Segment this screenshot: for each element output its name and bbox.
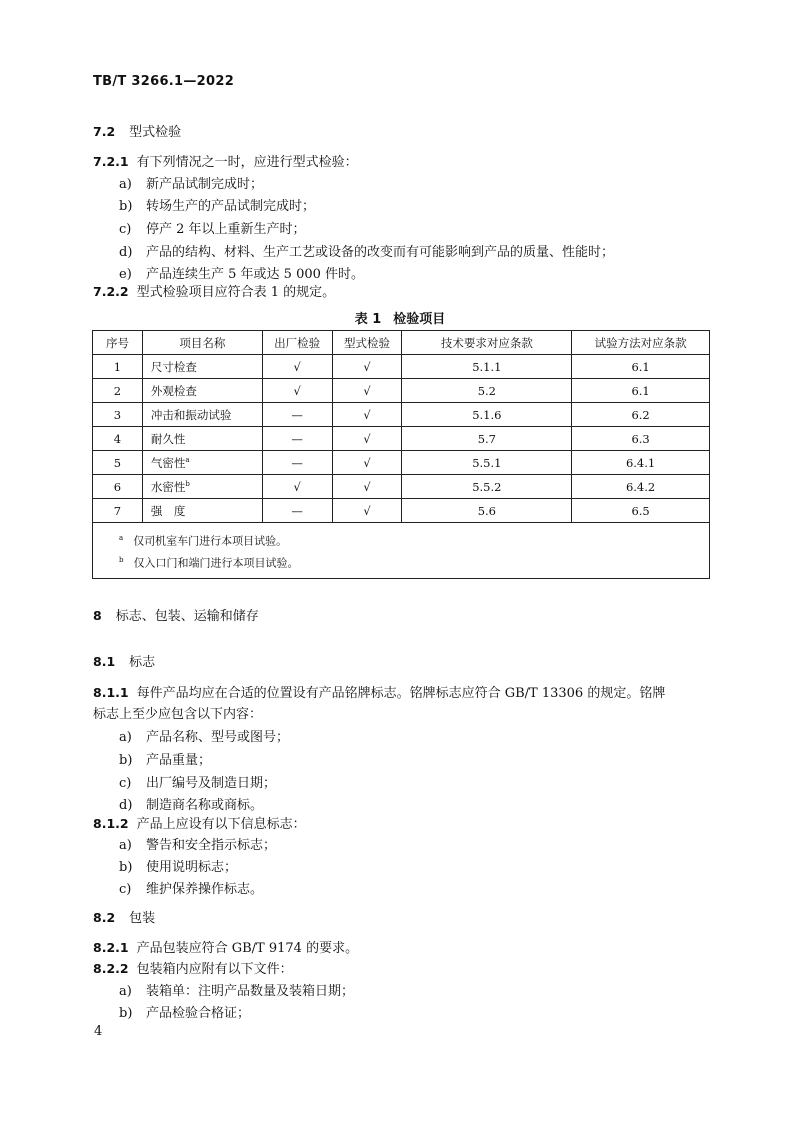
item-name-text: 强 度 [150, 503, 186, 518]
cell-method-clause: 6.4.2 [572, 475, 710, 499]
clause-text: 产品包装应符合 GB/T 9174 的要求。 [136, 941, 359, 956]
cell-method-clause: 6.4.1 [572, 451, 710, 475]
list-marker: a) [119, 838, 132, 853]
list-text: 停产 2 年以上重新生产时； [146, 222, 306, 237]
cell-no: 6 [93, 475, 143, 499]
footnote-ref: b [185, 479, 190, 488]
cell-no: 3 [93, 403, 143, 427]
note-text: 仅司机室车门进行本项目试验。 [133, 534, 288, 548]
clause-number: 8.1.2 [93, 816, 129, 831]
clause-8-1-1-continuation: 标志上至少应包含以下内容： [93, 707, 263, 722]
section-title: 包装 [129, 911, 156, 926]
item-name-text: 外观检查 [150, 383, 197, 398]
list-text: 装箱单：注明产品数量及装箱日期； [146, 984, 355, 999]
table-notes-row [93, 523, 710, 579]
table-header-row [93, 331, 710, 355]
list-marker: a) [119, 730, 132, 745]
item-name-text: 水密性 [150, 479, 186, 494]
cell-requirement-clause: 5.1.1 [402, 355, 572, 379]
cell-method-clause: 6.1 [572, 355, 710, 379]
clause-number: 8.2.1 [93, 940, 129, 955]
clause-number: 7.2.1 [93, 154, 129, 169]
cell-no: 4 [93, 427, 143, 451]
list-marker: d) [119, 798, 133, 813]
list-item [119, 266, 364, 284]
table-row [93, 427, 710, 451]
column-header: 技术要求对应条款 [402, 331, 572, 355]
cell-factory-check: — [262, 403, 332, 427]
cell-item-name [142, 475, 262, 499]
cell-type-check: √ [332, 475, 402, 499]
list-marker: b) [119, 199, 133, 214]
list-marker: a) [119, 177, 132, 192]
cell-item-name [142, 379, 262, 403]
table-caption-title: 检验项目 [393, 312, 446, 327]
table-caption-number: 表 1 [354, 312, 382, 327]
cell-method-clause: 6.5 [572, 499, 710, 523]
list-text: 产品连续生产 5 年或达 5 000 件时。 [146, 267, 365, 282]
list-item [119, 775, 276, 793]
clause-number: 7.2.2 [93, 284, 129, 299]
list-marker: b) [119, 1006, 133, 1021]
list-marker: c) [119, 776, 132, 791]
list-item [119, 198, 315, 216]
section-title: 标志、包装、运输和储存 [115, 609, 259, 624]
cell-type-check: √ [332, 427, 402, 451]
note-text: 仅入口门和端门进行本项目试验。 [133, 556, 299, 570]
column-header: 型式检验 [332, 331, 402, 355]
cell-requirement-clause: 5.5.2 [402, 475, 572, 499]
section-number: 7.2 [93, 124, 116, 139]
list-text: 产品名称、型号或图号； [146, 730, 290, 745]
list-text: 制造商名称或商标。 [146, 798, 264, 813]
cell-item-name [142, 355, 262, 379]
table-row [93, 451, 710, 475]
clause-8-2-2 [93, 960, 293, 979]
cell-factory-check: — [262, 451, 332, 475]
section-7-2-heading [93, 123, 181, 142]
list-text: 新产品试制完成时； [146, 177, 264, 192]
item-name-text: 尺寸检查 [150, 359, 197, 374]
clause-number: 8.1.1 [93, 685, 129, 700]
clause-7-2-1 [93, 153, 358, 172]
section-8-2-heading [93, 909, 155, 928]
list-text: 维护保养操作标志。 [146, 882, 264, 897]
list-text: 使用说明标志； [146, 860, 238, 875]
list-item [119, 1005, 250, 1023]
list-marker: b) [119, 753, 133, 768]
inspection-items-table [92, 330, 710, 579]
list-text: 出厂编号及制造日期； [146, 776, 277, 791]
clause-text: 包装箱内应附有以下文件： [136, 962, 293, 977]
list-item [119, 729, 289, 747]
list-item [119, 859, 237, 877]
table-caption [0, 308, 800, 327]
list-item [119, 837, 276, 855]
section-title: 标志 [129, 655, 156, 670]
cell-requirement-clause: 5.6 [402, 499, 572, 523]
standard-number: TB/T 3266.1—2022 [93, 74, 235, 89]
section-number: 8 [93, 608, 102, 623]
cell-requirement-clause: 5.1.6 [402, 403, 572, 427]
cell-requirement-clause: 5.2 [402, 379, 572, 403]
clause-8-1-2 [93, 815, 306, 834]
list-marker: b) [119, 860, 133, 875]
cell-type-check: √ [332, 451, 402, 475]
table-notes [93, 523, 710, 579]
cell-method-clause: 6.1 [572, 379, 710, 403]
table-row [93, 379, 710, 403]
cell-no: 1 [93, 355, 143, 379]
cell-item-name [142, 403, 262, 427]
list-item [119, 881, 263, 899]
list-item [119, 797, 263, 815]
table-row [93, 355, 710, 379]
cell-method-clause: 6.2 [572, 403, 710, 427]
footnote-ref: a [185, 455, 190, 464]
cell-factory-check: — [262, 499, 332, 523]
section-number: 8.2 [93, 910, 116, 925]
cell-type-check: √ [332, 355, 402, 379]
table-row [93, 403, 710, 427]
list-marker: d) [119, 245, 133, 260]
cell-no: 5 [93, 451, 143, 475]
list-text: 转场生产的产品试制完成时； [146, 199, 316, 214]
list-item [119, 983, 354, 1001]
list-item [119, 752, 211, 770]
section-number: 8.1 [93, 654, 116, 669]
clause-text: 产品上应设有以下信息标志： [136, 817, 306, 832]
clause-text: 有下列情况之一时，应进行型式检验： [136, 155, 358, 170]
table-note [119, 551, 709, 573]
list-marker: c) [119, 222, 132, 237]
column-header: 序号 [93, 331, 143, 355]
list-text: 产品检验合格证； [146, 1006, 251, 1021]
cell-no: 7 [93, 499, 143, 523]
clause-number: 8.2.2 [93, 961, 129, 976]
table-row [93, 499, 710, 523]
clause-7-2-2 [93, 283, 335, 302]
note-marker: a [119, 534, 124, 542]
section-8-heading [93, 607, 259, 626]
cell-type-check: √ [332, 379, 402, 403]
cell-factory-check: √ [262, 355, 332, 379]
clause-8-2-1 [93, 939, 358, 958]
cell-item-name [142, 427, 262, 451]
list-text: 警告和安全指示标志； [146, 838, 277, 853]
note-marker: b [119, 555, 124, 564]
cell-factory-check: — [262, 427, 332, 451]
table-note [119, 529, 709, 551]
list-text: 产品重量； [146, 753, 212, 768]
column-header: 项目名称 [142, 331, 262, 355]
section-8-1-heading [93, 653, 155, 672]
cell-no: 2 [93, 379, 143, 403]
clause-text: 每件产品均应在合适的位置设有产品铭牌标志。铭牌标志应符合 GB/T 13306 的规定。铭牌 [136, 686, 666, 701]
page-number: 4 [94, 1024, 103, 1039]
list-text: 产品的结构、材料、生产工艺或设备的改变而有可能影响到产品的质量、性能时； [146, 245, 615, 260]
list-marker: a) [119, 984, 132, 999]
column-header: 试验方法对应条款 [572, 331, 710, 355]
cell-method-clause: 6.3 [572, 427, 710, 451]
item-name-text: 耐久性 [150, 431, 186, 446]
clause-8-1-1 [93, 684, 665, 703]
list-marker: e) [119, 267, 132, 282]
section-title: 型式检验 [129, 125, 182, 140]
list-marker: c) [119, 882, 132, 897]
list-item [119, 221, 306, 239]
cell-factory-check: √ [262, 379, 332, 403]
cell-requirement-clause: 5.5.1 [402, 451, 572, 475]
cell-item-name [142, 451, 262, 475]
table-row [93, 475, 710, 499]
list-item [119, 244, 614, 262]
item-name-text: 冲击和振动试验 [150, 407, 232, 422]
item-name-text: 气密性 [150, 455, 186, 470]
cell-type-check: √ [332, 403, 402, 427]
column-header: 出厂检验 [262, 331, 332, 355]
clause-text: 型式检验项目应符合表 1 的规定。 [136, 285, 336, 300]
cell-type-check: √ [332, 499, 402, 523]
cell-factory-check: √ [262, 475, 332, 499]
cell-requirement-clause: 5.7 [402, 427, 572, 451]
cell-item-name [142, 499, 262, 523]
list-item [119, 176, 263, 194]
